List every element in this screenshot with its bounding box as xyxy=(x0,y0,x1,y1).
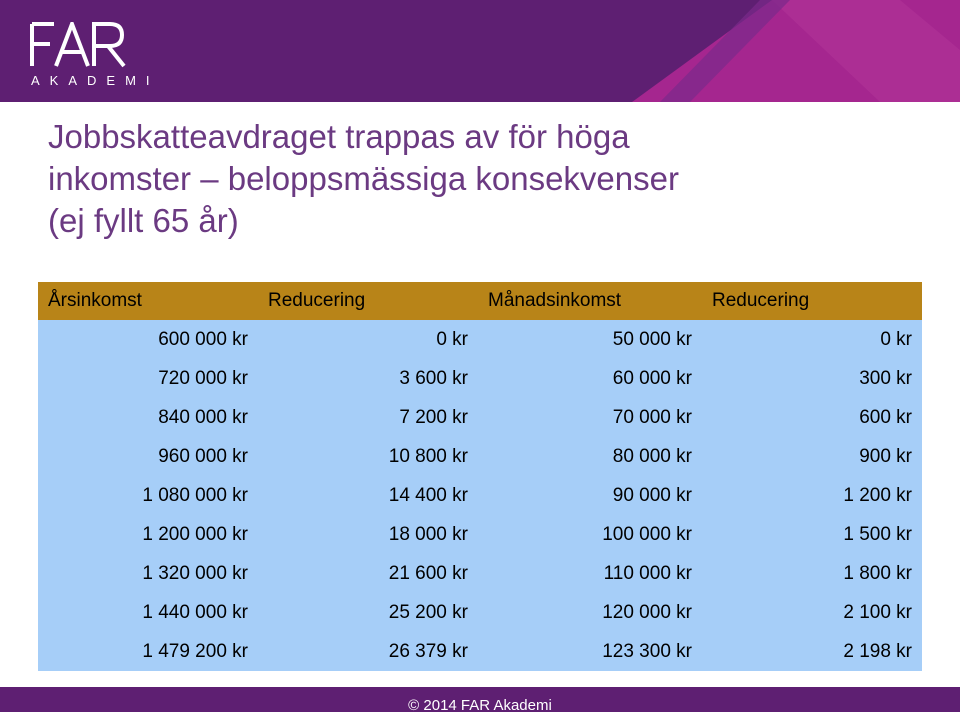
cell-annual-reduction: 14 400 kr xyxy=(258,476,478,515)
cell-monthly-income: 50 000 kr xyxy=(478,320,702,359)
footer-bar xyxy=(0,687,960,712)
cell-annual-reduction: 7 200 kr xyxy=(258,398,478,437)
cell-monthly-reduction: 1 500 kr xyxy=(702,515,922,554)
table-row xyxy=(38,632,922,671)
cell-annual-income: 1 200 000 kr xyxy=(38,515,258,554)
cell-monthly-reduction: 900 kr xyxy=(702,437,922,476)
table-row xyxy=(38,320,922,359)
cell-annual-income: 720 000 kr xyxy=(38,359,258,398)
table-row xyxy=(38,359,922,398)
title-line-2: inkomster – beloppsmässiga konsekvenser xyxy=(48,160,679,197)
cell-monthly-reduction: 2 100 kr xyxy=(702,593,922,632)
cell-annual-reduction: 18 000 kr xyxy=(258,515,478,554)
title-line-3: (ej fyllt 65 år) xyxy=(48,202,239,239)
cell-annual-reduction: 25 200 kr xyxy=(258,593,478,632)
footer-copyright: © 2014 FAR Akademi xyxy=(408,697,552,712)
cell-monthly-income: 120 000 kr xyxy=(478,593,702,632)
cell-monthly-reduction: 600 kr xyxy=(702,398,922,437)
cell-monthly-reduction: 2 198 kr xyxy=(702,632,922,671)
header-banner xyxy=(0,0,960,102)
header-annual-income: Årsinkomst xyxy=(38,282,258,320)
header-monthly-income: Månadsinkomst xyxy=(478,282,702,320)
cell-monthly-income: 60 000 kr xyxy=(478,359,702,398)
table-row xyxy=(38,515,922,554)
cell-annual-reduction: 26 379 kr xyxy=(258,632,478,671)
cell-monthly-reduction: 1 200 kr xyxy=(702,476,922,515)
cell-annual-income: 1 320 000 kr xyxy=(38,554,258,593)
cell-annual-income: 1 479 200 kr xyxy=(38,632,258,671)
cell-monthly-income: 110 000 kr xyxy=(478,554,702,593)
title-line-1: Jobbskatteavdraget trappas av för höga xyxy=(48,118,630,155)
cell-annual-income: 1 440 000 kr xyxy=(38,593,258,632)
table-row xyxy=(38,554,922,593)
cell-annual-reduction: 0 kr xyxy=(258,320,478,359)
header-annual-reduction: Reducering xyxy=(258,282,478,320)
slide-title xyxy=(48,116,928,242)
cell-annual-income: 840 000 kr xyxy=(38,398,258,437)
table-row xyxy=(38,476,922,515)
table-row xyxy=(38,593,922,632)
cell-monthly-income: 90 000 kr xyxy=(478,476,702,515)
cell-monthly-reduction: 300 kr xyxy=(702,359,922,398)
cell-monthly-income: 80 000 kr xyxy=(478,437,702,476)
cell-monthly-income: 70 000 kr xyxy=(478,398,702,437)
table-row xyxy=(38,437,922,476)
cell-monthly-income: 123 300 kr xyxy=(478,632,702,671)
header-monthly-reduction: Reducering xyxy=(702,282,922,320)
cell-monthly-reduction: 0 kr xyxy=(702,320,922,359)
logo-subtext: AKADEMI xyxy=(31,73,160,88)
income-reduction-table xyxy=(38,282,922,671)
cell-annual-income: 600 000 kr xyxy=(38,320,258,359)
cell-annual-reduction: 10 800 kr xyxy=(258,437,478,476)
cell-annual-reduction: 21 600 kr xyxy=(258,554,478,593)
table-header-row xyxy=(38,282,922,320)
cell-monthly-reduction: 1 800 kr xyxy=(702,554,922,593)
cell-annual-income: 1 080 000 kr xyxy=(38,476,258,515)
cell-annual-reduction: 3 600 kr xyxy=(258,359,478,398)
cell-annual-income: 960 000 kr xyxy=(38,437,258,476)
cell-monthly-income: 100 000 kr xyxy=(478,515,702,554)
table-row xyxy=(38,398,922,437)
